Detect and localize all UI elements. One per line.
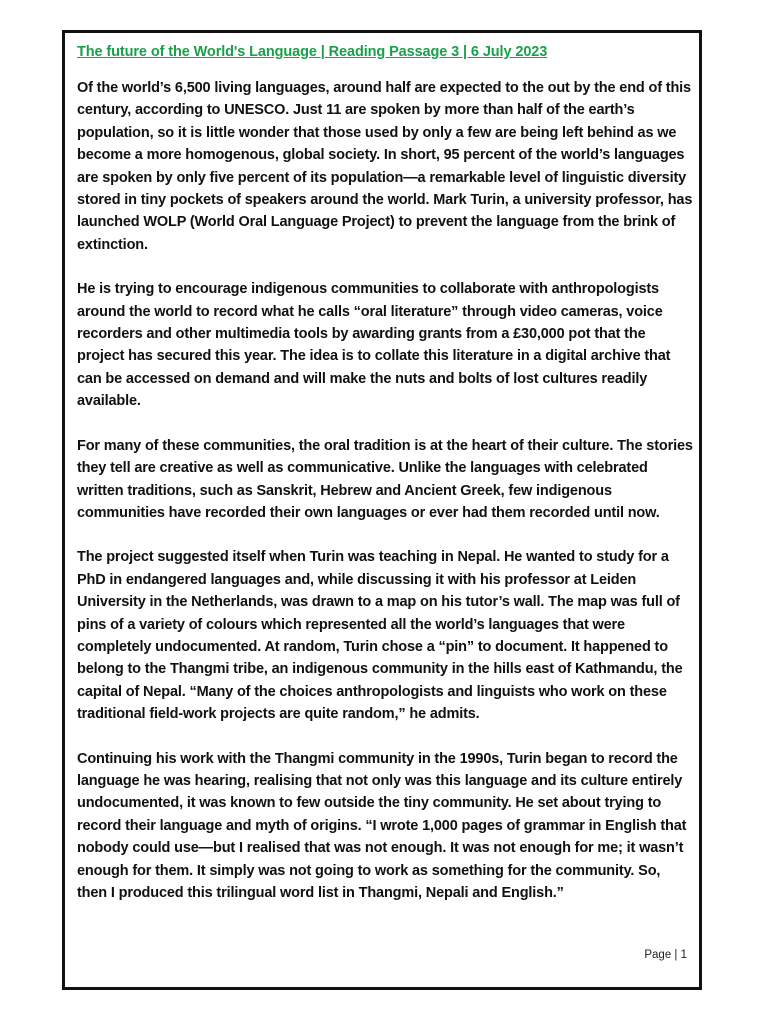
paragraph-3: For many of these communities, the oral tradition is at the heart of their culture. The stories they tell are creative as well as communicative. Unlike the languages with celebrated written traditions, such as Sanskrit, Hebrew and Ancient Greek, few indigenous communities have recorded their own languages or ever had them recorded until now. — [77, 437, 693, 521]
page-frame — [62, 30, 702, 990]
paragraph-4: The project suggested itself when Turin was teaching in Nepal. He wanted to study for a PhD in endangered languages and, while discussing it with his professor at Leiden University in the Netherlands, was drawn to a map on his tutor’s wall. The map was full of pins of a variety of colours which represented all the world’s languages that were completely undocumented. At random, Turin chose a “pin” to document. It happened to belong to the Thangmi tribe, an indigenous community in the hills east of Kathmandu, the capital of Nepal. “Many of the choices anthropologists and linguists who work on these traditional field-work projects are quite random,” he admits. — [77, 549, 683, 723]
passage-body — [77, 77, 693, 926]
page-number: Page | 1 — [644, 949, 687, 961]
paragraph-5: Continuing his work with the Thangmi community in the 1990s, Turin began to record the language he was hearing, realising that not only was this language and its culture entirely undocumented, it was known to few outside the tiny community. He set about trying to record their language and myth of origins. “I wrote 1,000 pages of grammar in English that nobody could use—but I realised that was not enough. It was not enough for me; it wasn’t enough for them. It simply was not going to work as something for the community. So, then I produced this trilingual word list in Thangmi, Nepali and English.” — [77, 750, 687, 901]
paragraph-2: He is trying to encourage indigenous communities to collaborate with anthropologists around the world to record what he calls “oral literature” through video cameras, voice recorders and other multimedia tools by awarding grants from a £30,000 pot that the project has secured this year. The idea is to collate this literature in a digital archive that can be accessed on demand and will make the nuts and bolts of lost cultures readily available. — [77, 281, 671, 410]
passage-title: The future of the World's Language | Reading Passage 3 | 6 July 2023 — [77, 44, 548, 60]
paragraph-1: Of the world’s 6,500 living languages, around half are expected to the out by the end of this century, according to UNESCO. Just 11 are spoken by more than half of the earth’s population, so it is little wonder that those used by only a few are being left behind as we become a more homogenous, global society. In short, 95 percent of the world’s languages are spoken by only five percent of its population—a remarkable level of linguistic diversity stored in tiny pockets of speakers around the world. Mark Turin, a university professor, has launched WOLP (World Oral Language Project) to prevent the language from the brink of extinction. — [77, 80, 693, 253]
